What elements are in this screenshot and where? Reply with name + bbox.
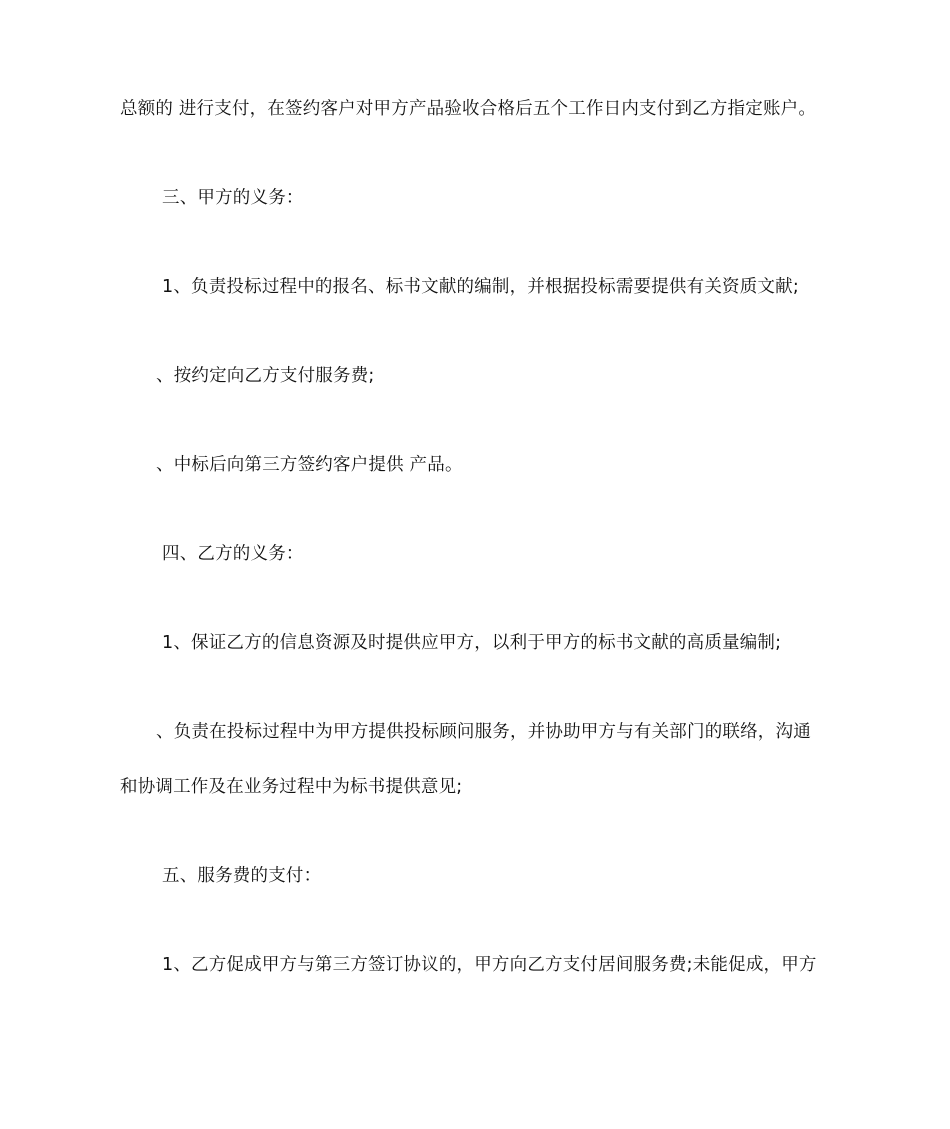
party-b-obligation-1: 1、保证乙方的信息资源及时提供应甲方，以利于甲方的标书文献的高质量编制; [162,633,782,653]
party-a-obligation-2: 、按约定向乙方支付服务费; [156,366,375,386]
party-a-obligation-1: 1、负责投标过程中的报名、标书文献的编制，并根据投标需要提供有关资质文献; [162,277,799,297]
party-a-obligation-3: 、中标后向第三方签约客户提供 产品。 [156,455,463,475]
heading-party-b-obligations: 四、乙方的义务： [162,544,304,564]
heading-service-fee-payment: 五、服务费的支付： [162,866,322,886]
service-fee-clause-1: 1、乙方促成甲方与第三方签订协议的，甲方向乙方支付居间服务费;未能促成，甲方 [162,955,817,975]
party-b-obligation-2-line-2: 和协调工作及在业务过程中为标书提供意见; [120,777,463,797]
heading-party-a-obligations: 三、甲方的义务： [162,188,304,208]
party-b-obligation-2-line-1: 、负责在投标过程中为甲方提供投标顾问服务，并协助甲方与有关部门的联络，沟通 [156,722,811,742]
paragraph-payment-terms-continued: 总额的 进行支付，在签约客户对甲方产品验收合格后五个工作日内支付到乙方指定账户。 [120,99,817,119]
